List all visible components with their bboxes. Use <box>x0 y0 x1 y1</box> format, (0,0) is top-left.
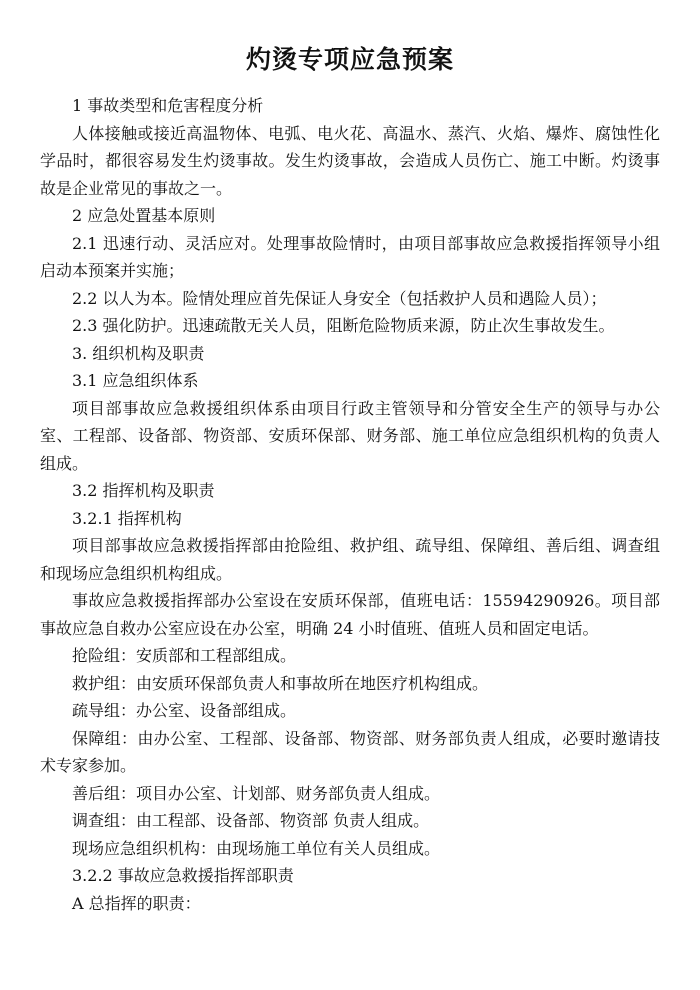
paragraph: 2.3 强化防护。迅速疏散无关人员，阻断危险物质来源，防止次生事故发生。 <box>72 316 615 335</box>
subsection-heading: 3.2 指挥机构及职责 <box>72 481 215 500</box>
paragraph: 善后组：项目办公室、计划部、财务部负责人组成。 <box>72 783 441 803</box>
paragraph: 疏导组：办公室、设备部组成。 <box>72 701 297 720</box>
document-body <box>40 92 660 917</box>
paragraph: 人体接触或接近高温物体、电弧、电火花、高温水、蒸汽、火焰、爆炸、腐蚀性化学品时，都很容易发生灼烫事故。发生灼烫事故，会造成人员伤亡、施工中断。灼烫事故是企业常见的事故之一。 <box>40 123 660 198</box>
paragraph: 项目部事故应急救援组织体系由项目行政主管领导和分管安全生产的领导与办公室、工程部、设备部、物资部、安质环保部、财务部、施工单位应急组织机构的负责人组成。 <box>40 398 660 473</box>
section-heading-3: 3. 组织机构及职责 <box>72 343 205 363</box>
paragraph: 事故应急救援指挥部办公室设在安质环保部，值班电话：15594290926。项目部事故应急自救办公室应设在办公室，明确 24 小时值班、值班人员和固定电话。 <box>40 591 660 638</box>
paragraph: 项目部事故应急救援指挥部由抢险组、救护组、疏导组、保障组、善后组、调查组和现场应急组织机构组成。 <box>40 536 660 583</box>
paragraph: 调查组：由工程部、设备部、物资部 负责人组成。 <box>72 811 430 830</box>
paragraph: 2.2 以人为本。险情处理应首先保证人身安全（包括救护人员和遇险人员）； <box>72 288 607 308</box>
paragraph: 救护组：由安质环保部负责人和事故所在地医疗机构组成。 <box>72 673 489 693</box>
subsection-heading: 3.1 应急组织体系 <box>72 371 199 390</box>
paragraph: 保障组：由办公室、工程部、设备部、物资部、财务部负责人组成，必要时邀请技术专家参加。 <box>40 728 660 775</box>
paragraph: 抢险组：安质部和工程部组成。 <box>72 646 297 665</box>
subsection-heading: 3.2.1 指挥机构 <box>72 508 182 528</box>
paragraph: 2.1 迅速行动、灵活应对。处理事故险情时，由项目部事故应急救援指挥领导小组启动本预案并实施； <box>40 233 660 280</box>
section-heading-1: 1 事故类型和危害程度分析 <box>72 96 264 115</box>
document-title: 灼烫专项应急预案 <box>245 45 454 74</box>
paragraph: 现场应急组织机构：由现场施工单位有关人员组成。 <box>72 838 441 858</box>
subsection-heading: 3.2.2 事故应急救援指挥部职责 <box>72 866 294 885</box>
section-heading-2: 2 应急处置基本原则 <box>72 206 216 225</box>
paragraph: A 总指挥的职责： <box>72 893 201 913</box>
